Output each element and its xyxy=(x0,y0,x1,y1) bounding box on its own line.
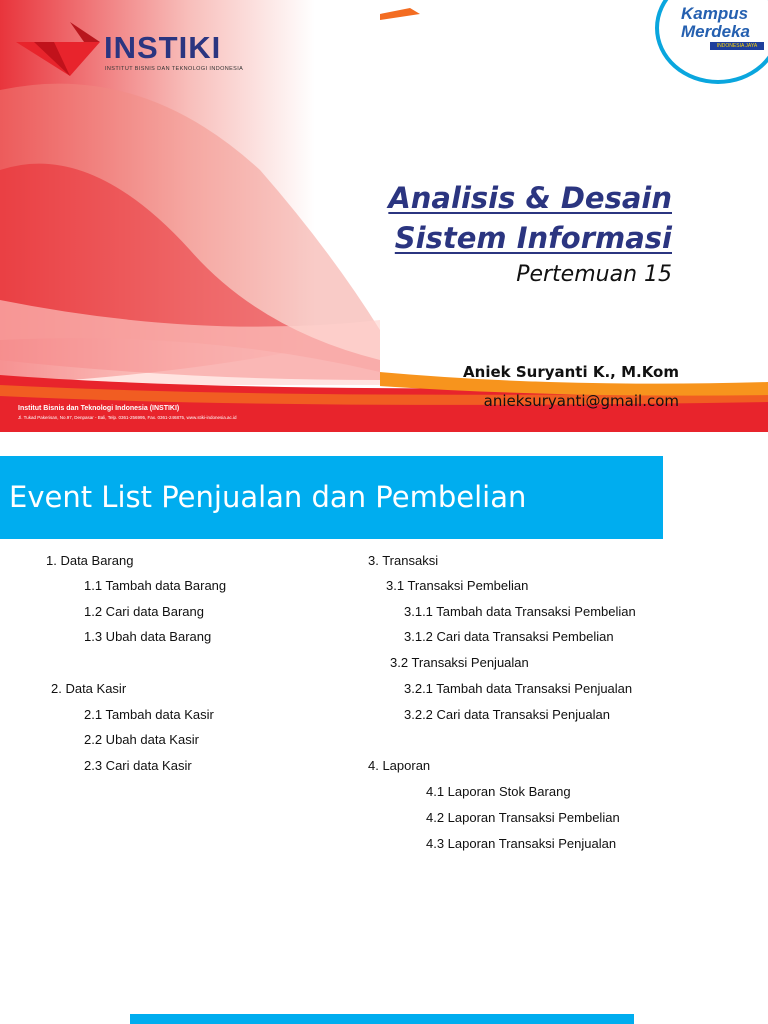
logo-wordmark: INSTIKI xyxy=(104,30,222,65)
list-item: 4.1 Laporan Stok Barang xyxy=(426,784,571,799)
logo-subtitle: INSTITUT BISNIS DAN TEKNOLOGI INDONESIA xyxy=(105,66,244,72)
list-item: 3.1.2 Cari data Transaksi Pembelian xyxy=(404,629,614,644)
list-item: 3.1.1 Tambah data Transaksi Pembelian xyxy=(404,604,636,619)
list-item: 1.2 Cari data Barang xyxy=(84,604,204,619)
slide-title xyxy=(388,178,672,258)
kampus-badge-line2: Merdeka xyxy=(681,22,750,41)
list-item: 4. Laporan xyxy=(368,758,431,773)
list-item: 2.2 Ubah data Kasir xyxy=(84,732,199,747)
footer-institution: Institut Bisnis dan Teknologi Indonesia (INSTIKI) xyxy=(18,405,180,412)
event-list-slide xyxy=(0,432,768,1024)
list-item: 2.3 Cari data Kasir xyxy=(84,758,192,773)
list-item: 2. Data Kasir xyxy=(51,681,127,696)
next-slide-edge xyxy=(130,1014,634,1024)
title-line-1: Analisis & Desain xyxy=(388,181,672,215)
list-item: 3.2 Transaksi Penjualan xyxy=(390,655,529,670)
list-item: 4.2 Laporan Transaksi Pembelian xyxy=(426,810,620,825)
list-item: 2.1 Tambah data Kasir xyxy=(84,707,214,722)
list-item: 4.3 Laporan Transaksi Penjualan xyxy=(426,836,617,851)
kampus-badge-line1: Kampus xyxy=(681,4,749,23)
list-item: 3.1 Transaksi Pembelian xyxy=(386,578,529,593)
list-item: 3.2.2 Cari data Transaksi Penjualan xyxy=(404,707,610,722)
list-item: 1.1 Tambah data Barang xyxy=(84,578,227,593)
instiki-arrow-icon xyxy=(14,20,104,80)
list-item: 3.2.1 Tambah data Transaksi Penjualan xyxy=(404,681,633,696)
footer-address: Jl. Tukad Pakerisan, No.97, Denpasar - Bali, Telp. 0361-256995, Fax. 0361-246875, www.stiki-indonesia.ac.id xyxy=(18,415,237,420)
slide-subtitle: Pertemuan 15 xyxy=(516,262,672,287)
list-item: 3. Transaksi xyxy=(368,553,439,568)
slide-heading: Event List Penjualan dan Pembelian xyxy=(9,480,527,514)
kampus-badge-tag: INDONESIA JAYA xyxy=(710,42,764,50)
title-line-2: Sistem Informasi xyxy=(394,221,672,255)
list-item: 1. Data Barang xyxy=(46,553,134,568)
list-item: 1.3 Ubah data Barang xyxy=(84,629,212,644)
title-slide xyxy=(0,0,768,432)
author-name: Aniek Suryanti K., M.Kom xyxy=(463,363,679,381)
author-email: anieksuryanti@gmail.com xyxy=(483,392,679,410)
